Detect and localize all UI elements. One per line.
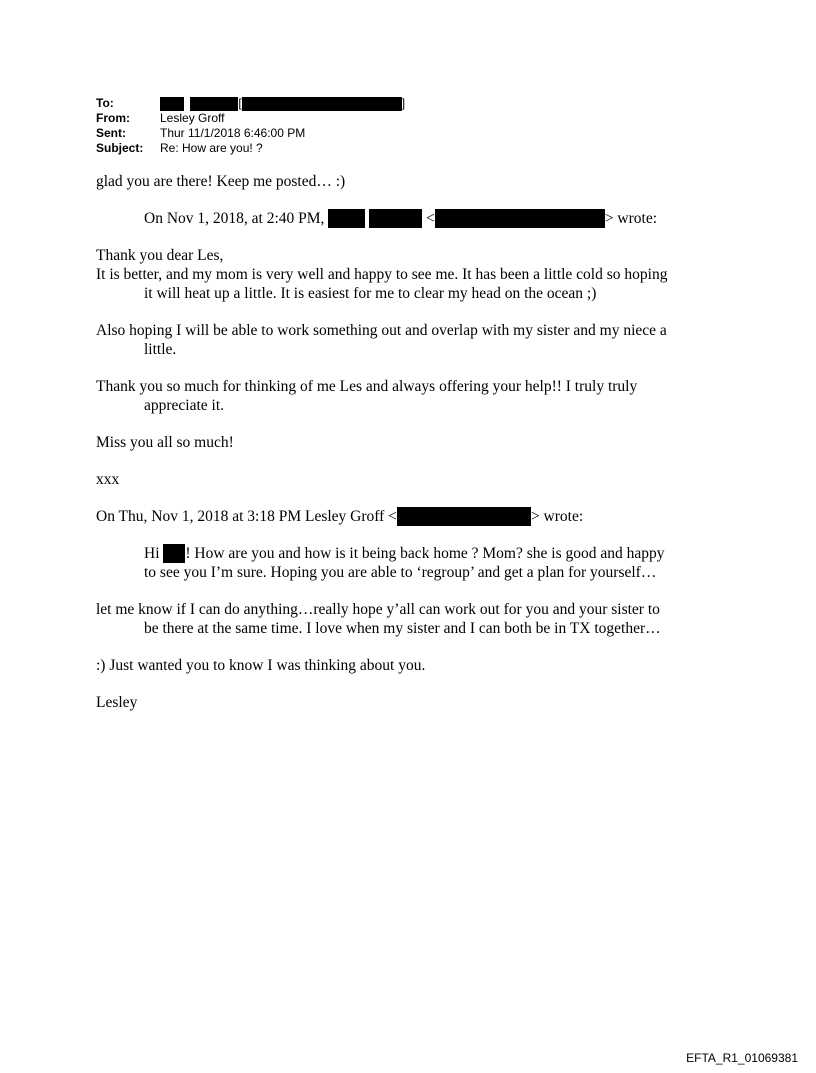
signoff: Lesley	[96, 694, 138, 711]
sent-value: Thur 11/1/2018 6:46:00 PM	[160, 126, 306, 140]
to-value	[160, 96, 405, 111]
paragraph-5: :) Just wanted you to know I was thinking about you.	[96, 657, 426, 674]
redaction-block	[435, 209, 605, 228]
reply-line: glad you are there! Keep me posted… :)	[96, 173, 346, 190]
redaction-block	[160, 97, 184, 111]
hi-paragraph	[96, 544, 676, 582]
xxx-line: xxx	[96, 471, 120, 488]
quote-header-2	[96, 507, 676, 526]
quote1-prefix: On Nov 1, 2018, at 2:40 PM,	[144, 210, 325, 227]
paragraph-2: Also hoping I will be able to work something out and overlap with my sister and my niece a little.	[96, 322, 667, 358]
subject-value: Re: How are you! ?	[160, 141, 263, 155]
redaction-block	[190, 97, 238, 111]
redaction-block	[163, 544, 185, 563]
quote1-lt: <	[426, 210, 435, 227]
miss-line: Miss you all so much!	[96, 434, 234, 451]
bracket-open: [	[238, 96, 242, 110]
paragraph-4: let me know if I can do anything…really hope y’all can work out for you and your sister to be there at the same time. I love when my sister and I can both be in TX together…	[96, 601, 661, 637]
redaction-block	[397, 507, 531, 526]
hi-rest: ! How are you and how is it being back home ? Mom? she is good and happy to see you I’m sure. Hoping you are able to ‘regroup’ and get a plan for yourself…	[144, 545, 665, 581]
subject-label: Subject:	[96, 141, 144, 155]
redaction-block	[328, 209, 365, 228]
paragraph-3: Thank you so much for thinking of me Les and always offering your help!! I truly truly appreciate it.	[96, 378, 638, 414]
paragraph-1: It is better, and my mom is very well and happy to see me. It has been a little cold so hoping it will heat up a little. It is easiest for me to clear my head on the ocean ;)	[96, 266, 668, 302]
quote-header-1	[96, 209, 676, 228]
thanks-greeting: Thank you dear Les,	[96, 247, 224, 264]
redaction-block	[242, 97, 402, 111]
to-label: To:	[96, 96, 114, 110]
bracket-close: ]	[401, 96, 406, 110]
document-id: EFTA_R1_01069381	[686, 1051, 798, 1065]
redaction-block	[369, 209, 422, 228]
quote1-suffix: > wrote:	[604, 210, 658, 227]
sent-label: Sent:	[96, 126, 126, 140]
hi-prefix: Hi	[144, 545, 160, 562]
email-body	[96, 172, 676, 712]
quote2-suffix: > wrote:	[530, 508, 584, 525]
from-value: Lesley Groff	[160, 111, 225, 125]
from-label: From:	[96, 111, 130, 125]
quote2-prefix: On Thu, Nov 1, 2018 at 3:18 PM Lesley Groff <	[96, 508, 397, 525]
